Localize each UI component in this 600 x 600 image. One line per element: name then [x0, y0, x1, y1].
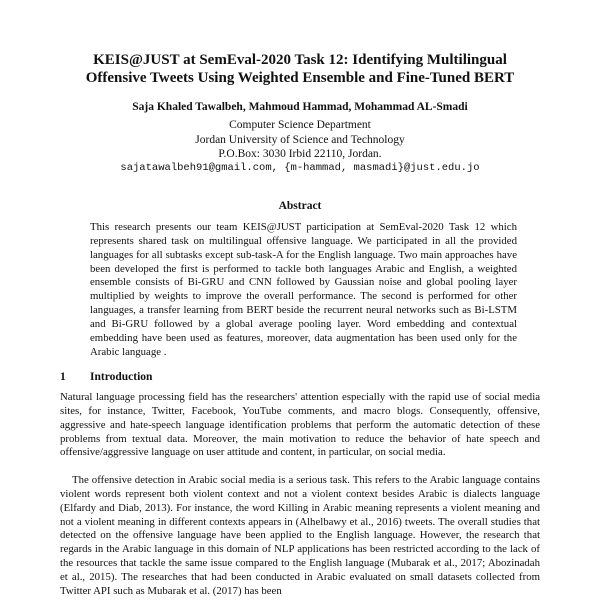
abstract-heading: Abstract	[278, 200, 322, 212]
affiliation-address: P.O.Box: 3030 Irbid 22110, Jordan.	[218, 148, 382, 160]
intro-paragraph-1: Natural language processing field has the researchers' attention especially with the rapid use of social media sites, for instance, Twitter, Facebook, YouTube comments, and macro blogs. Consequently, offensive, aggressive and hate-speech language identification problems that perform the automatic detection of these problems from textual data. Moreover, the main motivation to reduce the behavior of hate speech and offensive/aggressive language on user attitude and content, in particular, on social media.	[60, 391, 540, 459]
section-number: 1	[60, 371, 66, 383]
intro-paragraph-2: The offensive detection in Arabic social media is a serious task. This refers to the Arabic language contains violent words represent both violent context and not a violent context besides Arabic is dialects language (Elfardy and Diab, 2013). For instance, the word Killing in Arabic meaning represents a violent meaning and not a violent meaning in different contexts appears in (Alhelbawy et al., 2016) tweets. The overall studies that detected on the offensive language have been applied to the English language. However, the research that regards in the Arabic language in this domain of NLP applications has been restricted according to the lack of the resources that tackle the same issue compared to the English language (Mubarak et al., 2017; Abozinadah et al., 2015). The researches that had been conducted in Arabic evaluated on small datasets collected from Twitter API such as Mubarak et al. (2017) has been	[60, 474, 540, 597]
affiliation-department: Computer Science Department	[229, 119, 371, 131]
section-heading-introduction	[60, 370, 152, 384]
affiliation-university: Jordan University of Science and Technology	[195, 133, 405, 146]
title-line-2: Offensive Tweets Using Weighted Ensemble and Fine-Tuned BERT	[85, 70, 515, 86]
affiliation	[60, 118, 540, 162]
abstract-text: This research presents our team KEIS@JUST participation at SemEval-2020 Task 12 which represents shared task on multilingual offensive language. We participated in all the provided languages for all subtasks except sub-task-A for the English language. Two main approaches have been developed the first is performed to tackle both languages Arabic and English, a weighted ensemble consists of Bi-GRU and CNN followed by Gaussian noise and global pooling layer multiplied by weights to improve the overall performance. The second is performed for other languages, a transfer learning from BERT beside the recurrent neural networks such as Bi-LSTM and Bi-GRU followed by a global average pooling layer. Word embedding and contextual embedding have been used as features, moreover, data augmentation has been used only for the Arabic language .	[90, 221, 517, 358]
section-title: Introduction	[90, 371, 153, 383]
author-emails: sajatawalbeh91@gmail.com, {m-hammad, masmadi}@just.edu.jo	[120, 162, 480, 174]
paper-title	[60, 51, 540, 87]
author-list: Saja Khaled Tawalbeh, Mahmoud Hammad, Mohammad AL-Smadi	[132, 101, 468, 113]
title-line-1: KEIS@JUST at SemEval-2020 Task 12: Identifying Multilingual	[93, 52, 507, 68]
